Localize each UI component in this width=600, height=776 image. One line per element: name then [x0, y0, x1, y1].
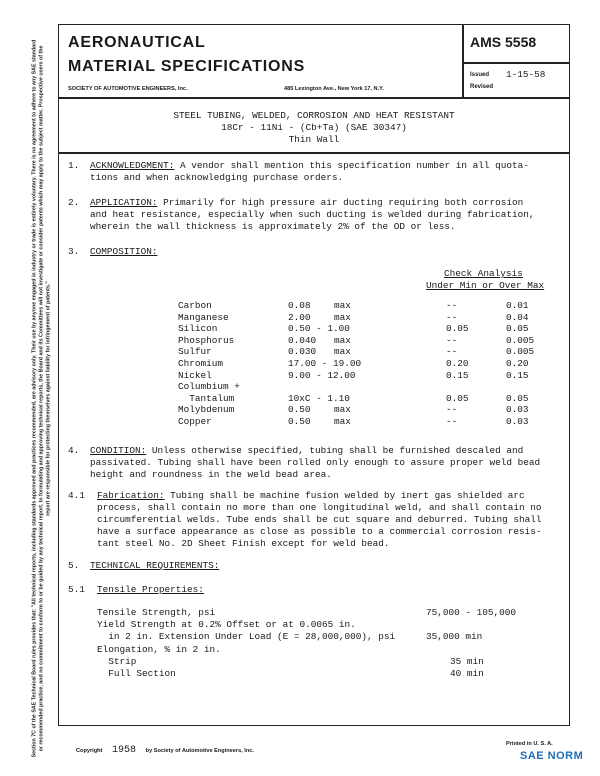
composition-range: 17.00 - 19.00 [288, 358, 362, 369]
composition-qualifier: max [334, 300, 351, 311]
society-name: SOCIETY OF AUTOMOTIVE ENGINEERS, Inc. [68, 86, 188, 92]
section-5-1-heading: Tensile Properties: [97, 584, 204, 595]
section-4-1-line4: have a surface appearance as close as possible to a commercial corrosion resis- [97, 526, 542, 537]
composition-over-max: 0.005 [506, 346, 535, 358]
composition-under-min: -- [446, 300, 458, 311]
header-title-line1: AERONAUTICAL [68, 34, 206, 51]
section-4-heading: CONDITION: [90, 445, 147, 456]
composition-over-max: 0.03 [506, 404, 529, 416]
composition-element: Silicon [178, 323, 218, 335]
composition-over-max: 0.03 [506, 416, 529, 427]
section-5-1-number: 5.1 [68, 584, 85, 595]
tensile-label: Yield Strength at 0.2% Offset or at 0.0065 in. [97, 619, 356, 630]
section-2-body [90, 197, 523, 209]
composition-over-max: 0.15 [506, 369, 529, 381]
section-2-line1: Primarily for high pressure air ducting requiring both corrosion [163, 197, 524, 208]
revised-label: Revised [470, 84, 494, 90]
spec-box-divider [462, 24, 464, 98]
tensile-label: Tensile Strength, psi [97, 607, 216, 618]
composition-element: Manganese [178, 311, 229, 323]
composition-element: Sulfur [178, 346, 212, 358]
composition-qualifier: max [334, 311, 351, 323]
composition-range: 0.08 [288, 300, 311, 311]
title-divider [58, 152, 570, 154]
tensile-value: 40 min [450, 668, 484, 679]
header-title-line2: MATERIAL SPECIFICATIONS [68, 58, 306, 75]
composition-range: 10xC - 1.10 [288, 392, 350, 404]
society-address: 485 Lexington Ave., New York 17, N.Y. [284, 86, 384, 92]
issued-label: Issued [470, 72, 490, 78]
spec-number-text: AMS 5558 [470, 34, 537, 50]
section-4-1-line2: process, shall contain no more than one longitudinal weld, and shall contain no [97, 502, 542, 513]
tensile-label: in 2 in. Extension Under Load (E = 28,000,000), psi [97, 631, 396, 642]
composition-qualifier: max [334, 404, 351, 416]
composition-under-min: -- [446, 404, 458, 416]
composition-element: Copper [178, 416, 212, 427]
tensile-value: 35 min [450, 656, 484, 667]
section-2-line3: wherein the wall thickness is approximately 2% of the OD or less. [90, 221, 456, 232]
tensile-label: Elongation, % in 2 in. [97, 644, 221, 655]
composition-under-min: 0.05 [446, 392, 469, 404]
issued-date: 1-15-58 [506, 69, 546, 80]
section-5-number: 5. [68, 560, 80, 571]
tensile-value: 35,000 min [426, 631, 483, 642]
section-4-1-heading: Fabrication: [97, 490, 165, 501]
copyright-holder: by Society of Automotive Engineers, Inc. [145, 748, 254, 754]
composition-under-min: 0.15 [446, 369, 469, 381]
composition-range: 0.50 [288, 416, 311, 427]
composition-qualifier: max [334, 416, 351, 427]
composition-over-max: 0.005 [506, 334, 535, 346]
section-4-1-line1: Tubing shall be machine fusion welded by inert gas shielded arc [170, 490, 525, 501]
section-1-number: 1. [68, 160, 80, 171]
composition-qualifier: max [334, 334, 351, 346]
copyright-word: Copyright [76, 748, 103, 754]
printed-in: Printed in U. S. A. [506, 741, 553, 747]
composition-over-max: 0.05 [506, 392, 529, 404]
composition-element: Carbon [178, 300, 212, 311]
section-4-1-number: 4.1 [68, 490, 85, 501]
composition-range: 9.00 - 12.00 [288, 369, 356, 381]
tensile-value: 75,000 - 105,000 [426, 607, 517, 618]
composition-under-min: 0.05 [446, 323, 469, 335]
composition-under-min: -- [446, 346, 458, 358]
section-4-1-line5: tant steel No. 2D Sheet Finish except for weld bead. [97, 538, 390, 549]
composition-element: Molybdenum [178, 404, 235, 416]
composition-under-min: -- [446, 334, 458, 346]
doc-title-line3: Thin Wall [288, 134, 340, 145]
composition-range: 0.50 - 1.00 [288, 323, 350, 335]
section-1-heading: ACKNOWLEDGMENT: [90, 160, 175, 171]
copyright-line [76, 739, 254, 757]
composition-element: Phosphorus [178, 334, 235, 346]
section-4-1-line3: circumferential welds. Tube ends shall be cut square and deburred. Tubing shall [97, 514, 542, 525]
sae-norm-watermark: SAE NORM [520, 750, 584, 762]
section-4-line2: passivated. Tubing shall have been rolled only enough to assure proper weld bead [90, 457, 541, 468]
composition-element: Tantalum [178, 392, 235, 404]
composition-range: 0.030 [288, 346, 317, 358]
section-3-heading: COMPOSITION: [90, 246, 158, 257]
composition-element: Chromium [178, 358, 224, 369]
composition-element: Nickel [178, 369, 212, 381]
section-2-line2: and heat resistance, especially when such ducting is welded during fabrication, [90, 209, 535, 220]
legal-notice: Section 7C of the SAE Technical Board rules provides that: "All technical reports, including standards approved and practices recommended, are advisory only. Their use by anyone engaged in industry or trade is entirely voluntary. There is no agreement to adhere to any SAE standard or recommended practice, and no commitment to conform to or be guided by any technical report. In formulating and approving technical reports, the Board and its Committees will not investigate or consider patents which may apply to the subject matter. Prospective users of the report are responsible for protecting themselves against liability for infringement of patents." [31, 39, 52, 758]
doc-title-line1: STEEL TUBING, WELDED, CORROSION AND HEAT RESISTANT [173, 110, 455, 121]
check-analysis-columns: Under Min or Over Max [426, 280, 545, 291]
doc-title-line2: 18Cr - 11Ni - (Cb+Ta) (SAE 30347) [221, 122, 407, 133]
spec-number-underline [462, 62, 570, 64]
section-4-number: 4. [68, 445, 80, 456]
section-5-heading: TECHNICAL REQUIREMENTS: [90, 560, 220, 571]
composition-over-max: 0.01 [506, 300, 529, 311]
composition-over-max: 0.20 [506, 358, 529, 369]
section-1-line1: A vendor shall mention this specification number in all quota- [180, 160, 529, 171]
section-2-heading: APPLICATION: [90, 197, 158, 208]
section-4-body [90, 445, 523, 457]
composition-range: 0.040 [288, 334, 317, 346]
section-4-line1: Unless otherwise specified, tubing shall be furnished descaled and [151, 445, 524, 456]
check-analysis-heading: Check Analysis [444, 268, 523, 279]
composition-over-max: 0.05 [506, 323, 529, 335]
composition-under-min: -- [446, 311, 458, 323]
section-1-line2: tions and when acknowledging purchase orders. [90, 172, 344, 183]
tensile-label: Strip [97, 656, 137, 667]
composition-range: 2.00 [288, 311, 311, 323]
composition-under-min: 0.20 [446, 358, 469, 369]
section-2-number: 2. [68, 197, 80, 208]
composition-element: Columbium + [178, 381, 240, 393]
section-1-body [90, 160, 529, 172]
section-4-line3: height and roundness in the weld bead area. [90, 469, 332, 480]
section-4-1-body [97, 490, 525, 502]
spec-number [470, 34, 536, 52]
section-3-number: 3. [68, 246, 80, 257]
composition-under-min: -- [446, 416, 458, 427]
header-divider [58, 97, 570, 99]
composition-qualifier: max [334, 346, 351, 358]
composition-over-max: 0.04 [506, 311, 529, 323]
composition-range: 0.50 [288, 404, 311, 416]
tensile-label: Full Section [97, 668, 176, 679]
copyright-year: 1958 [112, 745, 137, 756]
